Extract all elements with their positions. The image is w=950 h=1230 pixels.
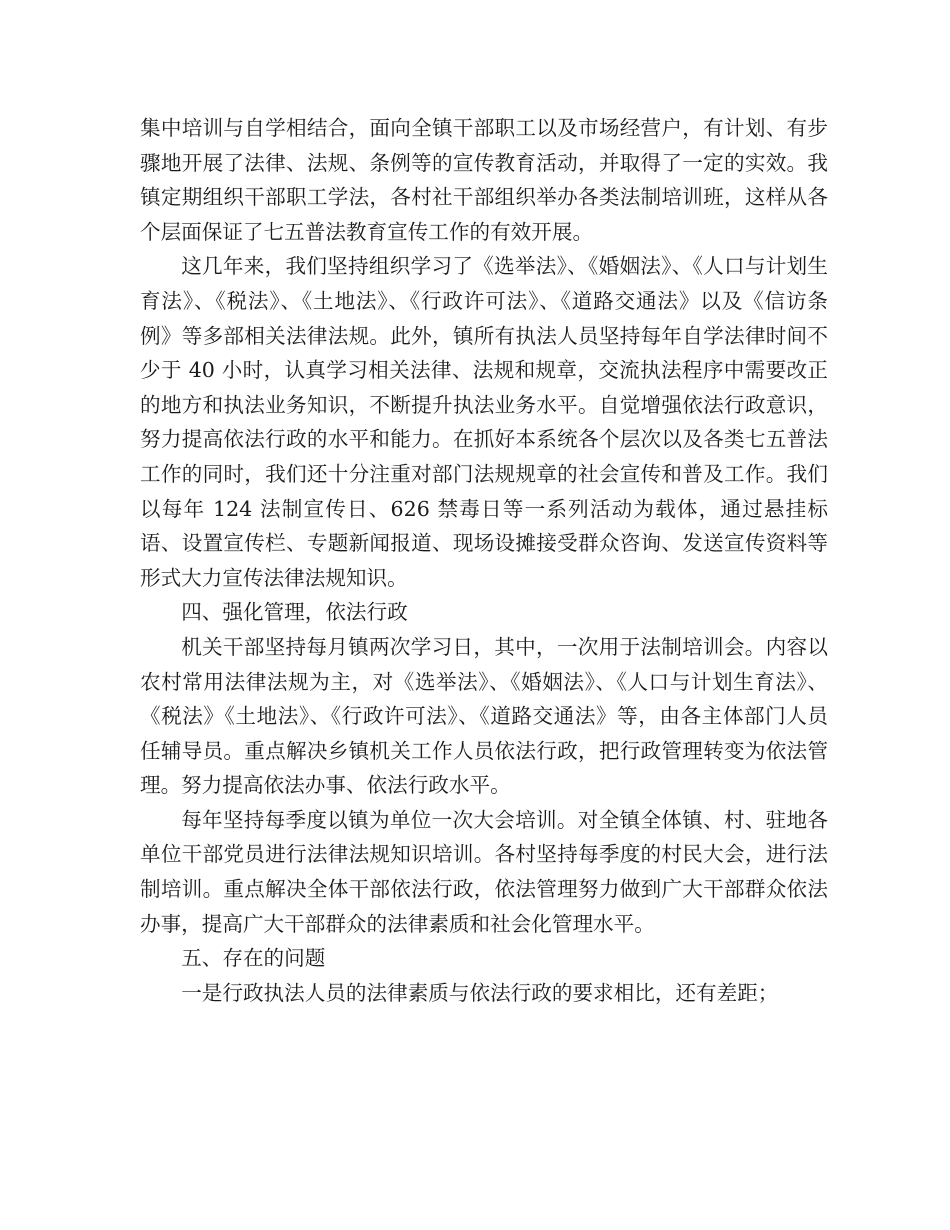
paragraph-law-study: 这几年来，我们坚持组织学习了《选举法》、《婚姻法》、《人口与计划生育法》、《税法》、《土地法》、《行政许可法》、《道路交通法》以及《信访条例》等多部相关法律法规。此外，镇所有执法人员坚持每年自学法律时间不少于 40 小时，认真学习相关法律、法规和规章，交流执法程序中需要改正的地方和执法业务知识，不断提升执法业务水平。自觉增强依法行政意识，努力提高依法行政的水平和能力。在抓好本系统各个层次以及各类七五普法工作的同时，我们还十分注重对部门法规规章的社会宣传和普及工作。我们以每年 124 法制宣传日、626 禁毒日等一系列活动为载体，通过悬挂标语、设置宣传栏、专题新闻报道、现场设摊接受群众咨询、发送宣传资料等形式大力宣传法律法规知识。 xyxy=(140,254,828,590)
document-body xyxy=(140,111,828,1010)
paragraph-problem-one: 一是行政执法人员的法律素质与依法行政的要求相比，还有差距； xyxy=(181,980,779,1005)
paragraph-training-intro: 集中培训与自学相结合，面向全镇干部职工以及市场经营户，有计划、有步骤地开展了法律、法规、条例等的宣传教育活动，并取得了一定的实效。我镇定期组织干部职工学法，各村社干部组织举办各类法制培训班，这样从各个层面保证了七五普法教育宣传工作的有效开展。 xyxy=(140,116,828,244)
paragraph-cadre-training: 机关干部坚持每月镇两次学习日，其中，一次用于法制培训会。内容以农村常用法律法规为主，对《选举法》、《婚姻法》、《人口与计划生育法》、《税法》《土地法》、《行政许可法》、《道路交通法》等，由各主体部门人员任辅导员。重点解决乡镇机关工作人员依法行政，把行政管理转变为依法管理。努力提高依法办事、依法行政水平。 xyxy=(140,634,828,798)
section-heading-management: 四、强化管理，依法行政 xyxy=(181,600,408,625)
paragraph-quarterly-training: 每年坚持每季度以镇为单位一次大会培训。对全镇全体镇、村、驻地各单位干部党员进行法律法规知识培训。各村坚持每季度的村民大会，进行法制培训。重点解决全体干部依法行政，依法管理努力做到广大干部群众依法办事，提高广大干部群众的法律素质和社会化管理水平。 xyxy=(140,807,828,936)
section-heading-problems: 五、存在的问题 xyxy=(181,946,326,971)
